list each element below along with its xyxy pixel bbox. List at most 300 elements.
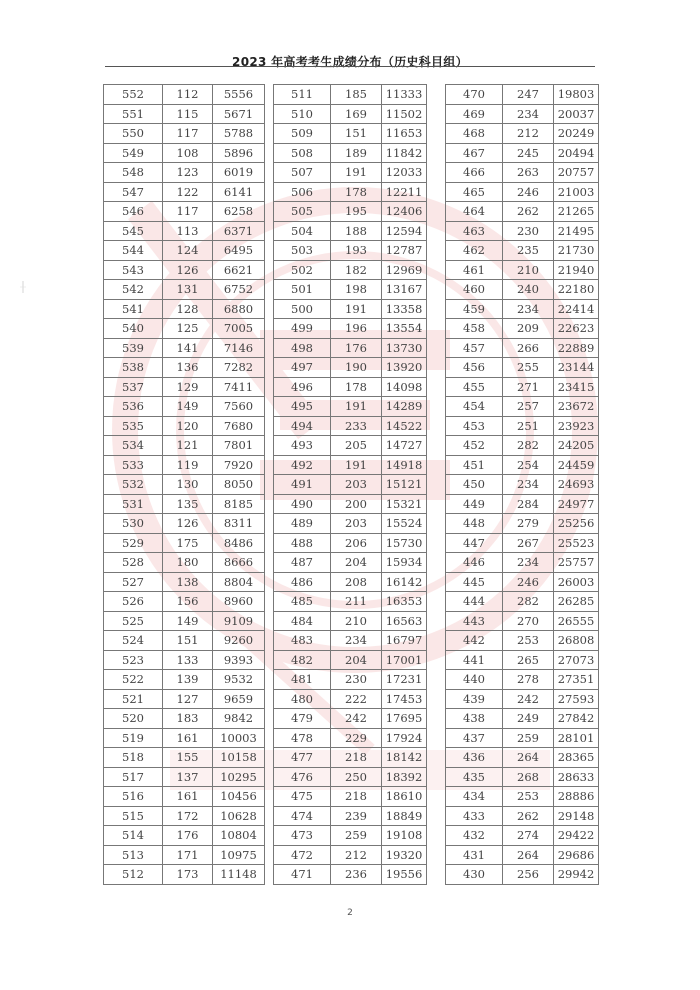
table-row (104, 221, 265, 241)
cumulative-cell: 13730 (382, 338, 427, 358)
score-cell: 506 (274, 182, 331, 202)
table-row (274, 299, 427, 319)
table-row (446, 533, 599, 553)
table-row (104, 670, 265, 690)
cumulative-cell: 6019 (213, 163, 265, 183)
count-cell: 218 (331, 748, 382, 768)
cumulative-cell: 11333 (382, 85, 427, 105)
count-cell: 176 (163, 826, 213, 846)
cumulative-cell: 5671 (213, 104, 265, 124)
count-cell: 242 (503, 689, 554, 709)
count-cell: 190 (331, 358, 382, 378)
count-cell: 234 (503, 475, 554, 495)
score-cell: 520 (104, 709, 163, 729)
count-cell: 138 (163, 572, 213, 592)
table-row (104, 787, 265, 807)
score-cell: 430 (446, 865, 503, 885)
table-row (446, 397, 599, 417)
table-row (274, 104, 427, 124)
count-cell: 265 (503, 650, 554, 670)
table-row (104, 475, 265, 495)
score-cell: 487 (274, 553, 331, 573)
score-cell: 478 (274, 728, 331, 748)
table-row (274, 280, 427, 300)
cumulative-cell: 28365 (554, 748, 599, 768)
cumulative-cell: 15524 (382, 514, 427, 534)
cumulative-cell: 20037 (554, 104, 599, 124)
table-row (104, 182, 265, 202)
count-cell: 136 (163, 358, 213, 378)
table-row (104, 709, 265, 729)
score-cell: 488 (274, 533, 331, 553)
table-row (446, 709, 599, 729)
table-row (446, 241, 599, 261)
cumulative-cell: 6880 (213, 299, 265, 319)
table-row (104, 358, 265, 378)
score-cell: 472 (274, 845, 331, 865)
score-cell: 434 (446, 787, 503, 807)
cumulative-cell: 29942 (554, 865, 599, 885)
score-cell: 535 (104, 416, 163, 436)
cumulative-cell: 12033 (382, 163, 427, 183)
count-cell: 247 (503, 85, 554, 105)
cumulative-cell: 8666 (213, 553, 265, 573)
table-row (446, 787, 599, 807)
count-cell: 203 (331, 475, 382, 495)
cumulative-cell: 18849 (382, 806, 427, 826)
table-row (274, 416, 427, 436)
table-row (274, 163, 427, 183)
score-cell: 527 (104, 572, 163, 592)
cumulative-cell: 6495 (213, 241, 265, 261)
cumulative-cell: 17001 (382, 650, 427, 670)
table-row (274, 494, 427, 514)
count-cell: 203 (331, 514, 382, 534)
score-table-1 (103, 84, 265, 885)
table-row (446, 182, 599, 202)
count-cell: 135 (163, 494, 213, 514)
count-cell: 250 (331, 767, 382, 787)
count-cell: 137 (163, 767, 213, 787)
count-cell: 139 (163, 670, 213, 690)
count-cell: 198 (331, 280, 382, 300)
table-row (446, 767, 599, 787)
table-row (104, 767, 265, 787)
cumulative-cell: 13920 (382, 358, 427, 378)
cumulative-cell: 11148 (213, 865, 265, 885)
score-cell: 500 (274, 299, 331, 319)
cumulative-cell: 10158 (213, 748, 265, 768)
cumulative-cell: 26003 (554, 572, 599, 592)
table-row (274, 826, 427, 846)
score-cell: 533 (104, 455, 163, 475)
cumulative-cell: 15321 (382, 494, 427, 514)
cumulative-cell: 6621 (213, 260, 265, 280)
cumulative-cell: 28633 (554, 767, 599, 787)
table-row (274, 806, 427, 826)
table-row (104, 280, 265, 300)
table-row (274, 182, 427, 202)
count-cell: 262 (503, 806, 554, 826)
score-cell: 531 (104, 494, 163, 514)
cumulative-cell: 26808 (554, 631, 599, 651)
score-cell: 523 (104, 650, 163, 670)
cumulative-cell: 20249 (554, 124, 599, 144)
count-cell: 259 (503, 728, 554, 748)
count-cell: 268 (503, 767, 554, 787)
count-cell: 128 (163, 299, 213, 319)
table-row (446, 299, 599, 319)
cumulative-cell: 28886 (554, 787, 599, 807)
score-table-3 (445, 84, 599, 885)
cumulative-cell: 21495 (554, 221, 599, 241)
cumulative-cell: 10456 (213, 787, 265, 807)
cumulative-cell: 24693 (554, 475, 599, 495)
cumulative-cell: 22180 (554, 280, 599, 300)
score-cell: 486 (274, 572, 331, 592)
cumulative-cell: 26555 (554, 611, 599, 631)
table-row (274, 514, 427, 534)
table-row (274, 533, 427, 553)
table-row (446, 689, 599, 709)
table-row (446, 748, 599, 768)
score-cell: 498 (274, 338, 331, 358)
cumulative-cell: 24977 (554, 494, 599, 514)
count-cell: 113 (163, 221, 213, 241)
table-row (274, 709, 427, 729)
score-cell: 473 (274, 826, 331, 846)
count-cell: 249 (503, 709, 554, 729)
cumulative-cell: 23144 (554, 358, 599, 378)
count-cell: 211 (331, 592, 382, 612)
score-cell: 528 (104, 553, 163, 573)
table-row (274, 358, 427, 378)
table-row (104, 85, 265, 105)
table-row (104, 202, 265, 222)
table-row (274, 670, 427, 690)
score-cell: 529 (104, 533, 163, 553)
cumulative-cell: 27351 (554, 670, 599, 690)
count-cell: 234 (503, 104, 554, 124)
count-cell: 151 (331, 124, 382, 144)
table-row (274, 728, 427, 748)
table-row (446, 221, 599, 241)
table-row (274, 767, 427, 787)
cumulative-cell: 25523 (554, 533, 599, 553)
cumulative-cell: 14918 (382, 455, 427, 475)
cumulative-cell: 12406 (382, 202, 427, 222)
score-cell: 550 (104, 124, 163, 144)
cumulative-cell: 7680 (213, 416, 265, 436)
cumulative-cell: 8185 (213, 494, 265, 514)
score-cell: 548 (104, 163, 163, 183)
score-cell: 480 (274, 689, 331, 709)
count-cell: 130 (163, 475, 213, 495)
score-cell: 552 (104, 85, 163, 105)
count-cell: 121 (163, 436, 213, 456)
count-cell: 161 (163, 728, 213, 748)
count-cell: 279 (503, 514, 554, 534)
cumulative-cell: 6258 (213, 202, 265, 222)
table-row (104, 611, 265, 631)
cumulative-cell: 15121 (382, 475, 427, 495)
count-cell: 230 (331, 670, 382, 690)
cumulative-cell: 20757 (554, 163, 599, 183)
score-table-2 (273, 84, 427, 885)
table-row (446, 358, 599, 378)
cumulative-cell: 10295 (213, 767, 265, 787)
cumulative-cell: 7411 (213, 377, 265, 397)
table-row (104, 689, 265, 709)
cumulative-cell: 14289 (382, 397, 427, 417)
count-cell: 175 (163, 533, 213, 553)
score-cell: 510 (274, 104, 331, 124)
score-cell: 501 (274, 280, 331, 300)
table-row (274, 377, 427, 397)
count-cell: 161 (163, 787, 213, 807)
table-row (274, 748, 427, 768)
count-cell: 254 (503, 455, 554, 475)
table-row (446, 553, 599, 573)
count-cell: 117 (163, 124, 213, 144)
score-cell: 516 (104, 787, 163, 807)
table-row (446, 611, 599, 631)
table-row (446, 826, 599, 846)
cumulative-cell: 10628 (213, 806, 265, 826)
cumulative-cell: 15730 (382, 533, 427, 553)
score-cell: 515 (104, 806, 163, 826)
count-cell: 172 (163, 806, 213, 826)
cumulative-cell: 7560 (213, 397, 265, 417)
table-row (104, 377, 265, 397)
score-cell: 437 (446, 728, 503, 748)
count-cell: 206 (331, 533, 382, 553)
count-cell: 173 (163, 865, 213, 885)
count-cell: 191 (331, 163, 382, 183)
score-cell: 482 (274, 650, 331, 670)
score-cell: 470 (446, 85, 503, 105)
cumulative-cell: 16797 (382, 631, 427, 651)
cumulative-cell: 18142 (382, 748, 427, 768)
table-row (446, 631, 599, 651)
cumulative-cell: 27593 (554, 689, 599, 709)
count-cell: 256 (503, 865, 554, 885)
score-cell: 432 (446, 826, 503, 846)
score-cell: 468 (446, 124, 503, 144)
cumulative-cell: 7920 (213, 455, 265, 475)
score-cell: 514 (104, 826, 163, 846)
table-row (274, 689, 427, 709)
table-row (446, 377, 599, 397)
count-cell: 171 (163, 845, 213, 865)
score-cell: 512 (104, 865, 163, 885)
count-cell: 151 (163, 631, 213, 651)
count-cell: 126 (163, 260, 213, 280)
score-cell: 477 (274, 748, 331, 768)
cumulative-cell: 9260 (213, 631, 265, 651)
cumulative-cell: 18392 (382, 767, 427, 787)
cumulative-cell: 29422 (554, 826, 599, 846)
table-row (446, 845, 599, 865)
score-cell: 539 (104, 338, 163, 358)
table-row (446, 806, 599, 826)
table-row (274, 592, 427, 612)
count-cell: 126 (163, 514, 213, 534)
table-row (274, 260, 427, 280)
table-row (446, 475, 599, 495)
cumulative-cell: 27842 (554, 709, 599, 729)
table-row (446, 572, 599, 592)
count-cell: 169 (331, 104, 382, 124)
score-cell: 463 (446, 221, 503, 241)
count-cell: 191 (331, 455, 382, 475)
score-cell: 447 (446, 533, 503, 553)
table-row (104, 494, 265, 514)
count-cell: 178 (331, 377, 382, 397)
score-cell: 449 (446, 494, 503, 514)
table-row (274, 631, 427, 651)
count-cell: 182 (331, 260, 382, 280)
count-cell: 274 (503, 826, 554, 846)
cumulative-cell: 15934 (382, 553, 427, 573)
score-cell: 542 (104, 280, 163, 300)
score-cell: 538 (104, 358, 163, 378)
score-cell: 431 (446, 845, 503, 865)
cumulative-cell: 12594 (382, 221, 427, 241)
score-cell: 433 (446, 806, 503, 826)
count-cell: 195 (331, 202, 382, 222)
count-cell: 267 (503, 533, 554, 553)
count-cell: 133 (163, 650, 213, 670)
score-cell: 439 (446, 689, 503, 709)
cumulative-cell: 9842 (213, 709, 265, 729)
score-cell: 452 (446, 436, 503, 456)
count-cell: 270 (503, 611, 554, 631)
count-cell: 229 (331, 728, 382, 748)
cumulative-cell: 24205 (554, 436, 599, 456)
table-row (446, 650, 599, 670)
count-cell: 259 (331, 826, 382, 846)
count-cell: 212 (331, 845, 382, 865)
table-row (274, 221, 427, 241)
page-title: 2023 年高考考生成绩分布（历史科目组） (232, 55, 468, 69)
cumulative-cell: 19803 (554, 85, 599, 105)
count-cell: 245 (503, 143, 554, 163)
score-cell: 435 (446, 767, 503, 787)
count-cell: 235 (503, 241, 554, 261)
count-cell: 119 (163, 455, 213, 475)
count-cell: 196 (331, 319, 382, 339)
table-row (446, 143, 599, 163)
cumulative-cell: 23672 (554, 397, 599, 417)
table-row (104, 826, 265, 846)
score-cell: 540 (104, 319, 163, 339)
count-cell: 263 (503, 163, 554, 183)
cumulative-cell: 24459 (554, 455, 599, 475)
count-cell: 180 (163, 553, 213, 573)
count-cell: 176 (331, 338, 382, 358)
score-cell: 519 (104, 728, 163, 748)
score-cell: 497 (274, 358, 331, 378)
table-row (446, 338, 599, 358)
score-cell: 460 (446, 280, 503, 300)
table-row (446, 124, 599, 144)
score-cell: 476 (274, 767, 331, 787)
cumulative-cell: 21003 (554, 182, 599, 202)
table-row (104, 514, 265, 534)
score-cell: 445 (446, 572, 503, 592)
score-cell: 546 (104, 202, 163, 222)
cumulative-cell: 5896 (213, 143, 265, 163)
count-cell: 233 (331, 416, 382, 436)
score-cell: 545 (104, 221, 163, 241)
score-cell: 484 (274, 611, 331, 631)
score-cell: 509 (274, 124, 331, 144)
score-cell: 483 (274, 631, 331, 651)
count-cell: 205 (331, 436, 382, 456)
cumulative-cell: 5556 (213, 85, 265, 105)
score-cell: 436 (446, 748, 503, 768)
table-row (104, 455, 265, 475)
cumulative-cell: 7146 (213, 338, 265, 358)
table-row (274, 475, 427, 495)
score-cell: 495 (274, 397, 331, 417)
count-cell: 124 (163, 241, 213, 261)
cumulative-cell: 16353 (382, 592, 427, 612)
score-cell: 549 (104, 143, 163, 163)
score-cell: 466 (446, 163, 503, 183)
table-row (446, 494, 599, 514)
score-cell: 485 (274, 592, 331, 612)
score-cell: 521 (104, 689, 163, 709)
score-cell: 536 (104, 397, 163, 417)
score-cell: 440 (446, 670, 503, 690)
table-row (104, 260, 265, 280)
table-row (104, 806, 265, 826)
cumulative-cell: 16563 (382, 611, 427, 631)
table-row (104, 124, 265, 144)
table-row (274, 241, 427, 261)
score-cell: 537 (104, 377, 163, 397)
score-cell: 490 (274, 494, 331, 514)
score-cell: 494 (274, 416, 331, 436)
count-cell: 115 (163, 104, 213, 124)
count-cell: 188 (331, 221, 382, 241)
cumulative-cell: 14522 (382, 416, 427, 436)
table-row (104, 553, 265, 573)
count-cell: 141 (163, 338, 213, 358)
count-cell: 264 (503, 845, 554, 865)
count-cell: 131 (163, 280, 213, 300)
table-row (274, 436, 427, 456)
count-cell: 123 (163, 163, 213, 183)
count-cell: 120 (163, 416, 213, 436)
table-row (104, 163, 265, 183)
count-cell: 210 (503, 260, 554, 280)
table-row (446, 416, 599, 436)
count-cell: 208 (331, 572, 382, 592)
cumulative-cell: 21730 (554, 241, 599, 261)
table-row (104, 865, 265, 885)
cumulative-cell: 8311 (213, 514, 265, 534)
score-cell: 496 (274, 377, 331, 397)
table-row (446, 865, 599, 885)
count-cell: 284 (503, 494, 554, 514)
table-row (104, 299, 265, 319)
score-cell: 499 (274, 319, 331, 339)
table-row (104, 338, 265, 358)
score-cell: 451 (446, 455, 503, 475)
